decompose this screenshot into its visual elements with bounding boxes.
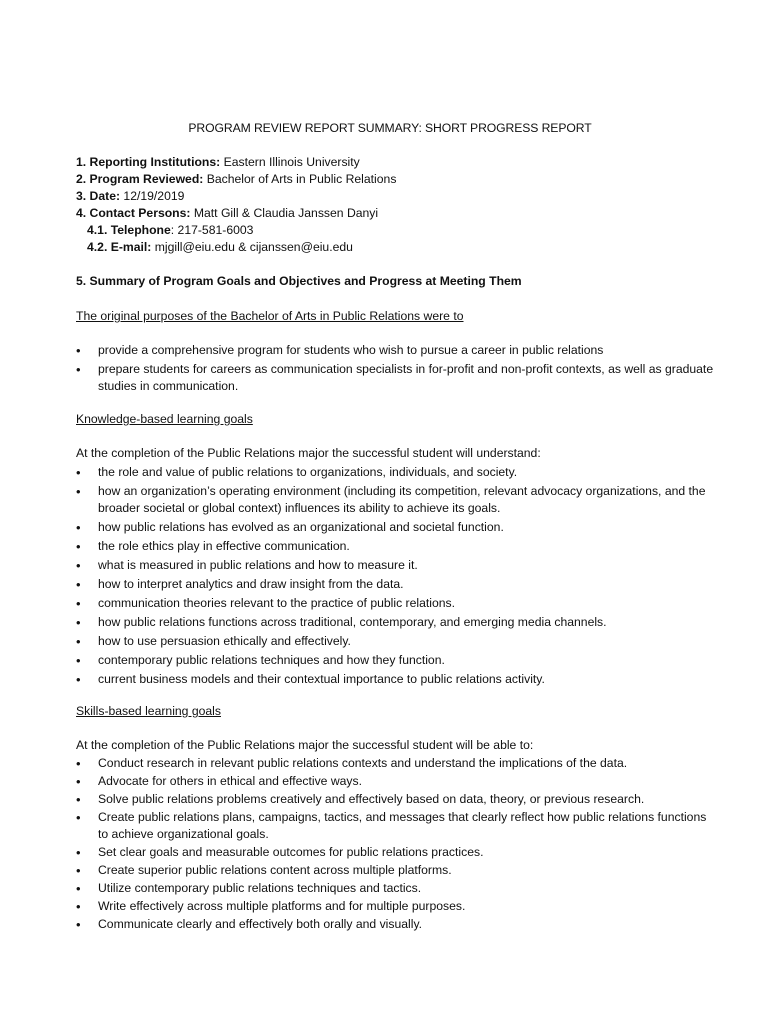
contacts-label: 4. Contact Persons:: [76, 206, 191, 220]
list-item: • how public relations has evolved as an organizational and societal function.: [76, 519, 716, 536]
list-item: • provide a comprehensive program for students who wish to pursue a career in public relations: [76, 342, 716, 359]
skills-heading: Skills-based learning goals: [76, 704, 221, 718]
knowledge-list: [76, 464, 716, 690]
skills-list: [76, 755, 716, 934]
date-label: 3. Date:: [76, 189, 121, 203]
telephone-line: [87, 223, 253, 238]
list-item: • how an organization’s operating environment (including its competition, relevant advocacy organizations, and the broader societal or global context) influences its ability to achieve its goals.: [76, 483, 716, 517]
list-item: • Create superior public relations content across multiple platforms.: [76, 862, 716, 879]
institution-label: 1. Reporting Institutions:: [76, 155, 221, 169]
list-item: • Communicate clearly and effectively both orally and visually.: [76, 916, 716, 933]
email-label: 4.2. E-mail:: [87, 240, 152, 254]
section-5-heading: 5. Summary of Program Goals and Objectives and Progress at Meeting Them: [76, 274, 522, 288]
knowledge-intro: At the completion of the Public Relations major the successful student will understand:: [76, 446, 541, 460]
skills-intro: At the completion of the Public Relations major the successful student will be able to:: [76, 738, 534, 752]
list-item: • Set clear goals and measurable outcomes for public relations practices.: [76, 844, 716, 861]
list-item: • how public relations functions across traditional, contemporary, and emerging media channels.: [76, 614, 716, 631]
program-label: 2. Program Reviewed:: [76, 172, 204, 186]
list-item: • Conduct research in relevant public relations contexts and understand the implications of the data.: [76, 755, 716, 772]
telephone-value: : 217-581-6003: [170, 223, 254, 237]
email-line: [87, 240, 353, 255]
date-value: 12/19/2019: [120, 189, 185, 203]
list-item: • how to interpret analytics and draw insight from the data.: [76, 576, 716, 593]
list-item: • what is measured in public relations and how to measure it.: [76, 557, 716, 574]
date-line: [76, 189, 184, 204]
list-item: • prepare students for careers as communication specialists in for-profit and non-profit contexts, as well as graduate studies in communication.: [76, 361, 716, 395]
email-value: mjgill@eiu.edu & cijanssen@eiu.edu: [151, 240, 353, 254]
list-item: • the role ethics play in effective communication.: [76, 538, 716, 555]
list-item: • current business models and their contextual importance to public relations activity.: [76, 671, 716, 688]
program-reviewed-line: [76, 172, 396, 187]
list-item: • Create public relations plans, campaigns, tactics, and messages that clearly reflect how public relations functions to achieve organizational goals.: [76, 809, 716, 843]
institution-value: Eastern Illinois University: [220, 155, 360, 169]
list-item: • Write effectively across multiple platforms and for multiple purposes.: [76, 898, 716, 915]
list-item: • Utilize contemporary public relations techniques and tactics.: [76, 880, 716, 897]
page-title: PROGRAM REVIEW REPORT SUMMARY: SHORT PROGRESS REPORT: [188, 121, 592, 135]
contacts-value: Matt Gill & Claudia Janssen Danyi: [190, 206, 379, 220]
list-item: • Advocate for others in ethical and effective ways.: [76, 773, 716, 790]
knowledge-heading: Knowledge-based learning goals: [76, 412, 253, 426]
reporting-institution-line: [76, 155, 360, 170]
contact-persons-line: [76, 206, 378, 221]
purposes-list: [76, 342, 716, 397]
list-item: • contemporary public relations techniques and how they function.: [76, 652, 716, 669]
telephone-label: 4.1. Telephone: [87, 223, 171, 237]
list-item: • Solve public relations problems creatively and effectively based on data, theory, or previous research.: [76, 791, 716, 808]
list-item: • how to use persuasion ethically and effectively.: [76, 633, 716, 650]
list-item: • the role and value of public relations to organizations, individuals, and society.: [76, 464, 716, 481]
program-value: Bachelor of Arts in Public Relations: [203, 172, 397, 186]
purposes-heading: The original purposes of the Bachelor of Arts in Public Relations were to: [76, 309, 464, 323]
list-item: • communication theories relevant to the practice of public relations.: [76, 595, 716, 612]
